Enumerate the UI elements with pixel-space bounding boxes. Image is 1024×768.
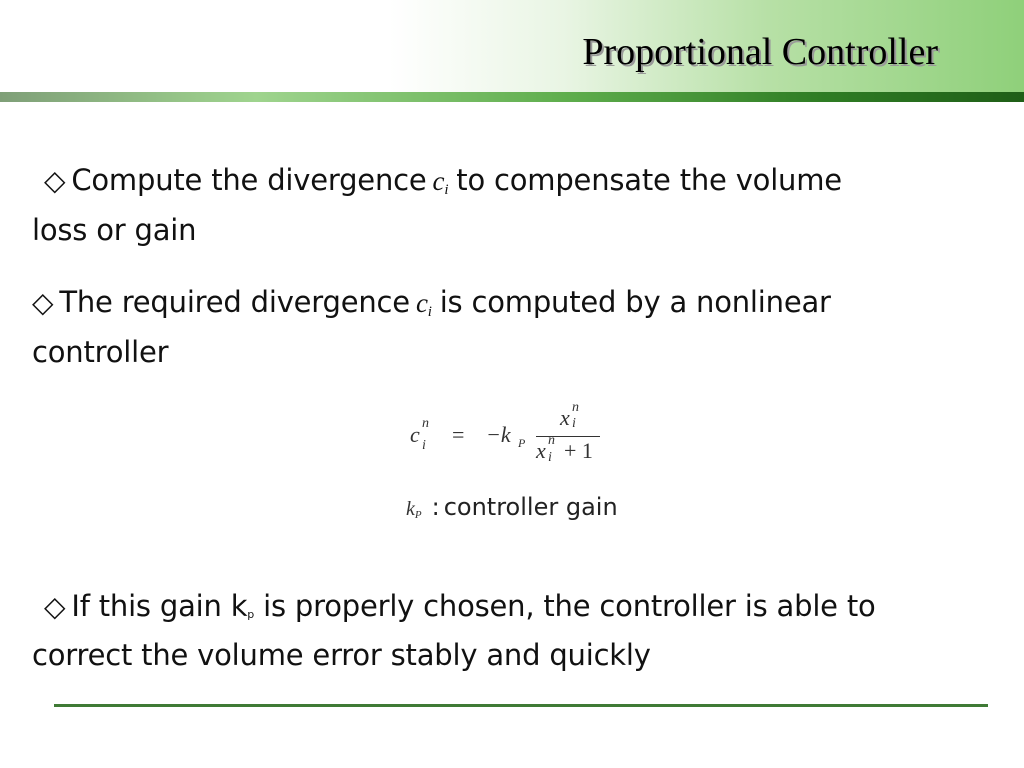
bullet1-text-after: to compensate the volume xyxy=(456,163,842,197)
bullet-gain-chosen xyxy=(32,586,992,675)
bullet1-text-before: Compute the divergence xyxy=(71,163,427,197)
divergence-symbol xyxy=(416,288,432,318)
formula-lhs: c xyxy=(410,422,420,447)
formula-fraction-bar xyxy=(536,436,600,437)
bullet3-text-before: If this gain k xyxy=(71,589,248,623)
gain-symbol-base: k xyxy=(406,498,415,520)
formula-numerator-sub: i xyxy=(572,416,576,431)
gain-label: controller gain xyxy=(443,493,618,521)
formula-denominator: x xyxy=(536,438,546,463)
formula-lhs-sub: i xyxy=(422,438,426,453)
bullet2-text-before: The required divergence xyxy=(59,285,410,319)
divergence-symbol-sub: i xyxy=(444,182,449,198)
bullet-required-divergence xyxy=(32,282,992,372)
formula-numerator: x xyxy=(560,405,570,430)
bullet2-text-after: is computed by a nonlinear xyxy=(439,285,831,319)
divergence-symbol-sub: i xyxy=(427,304,432,320)
formula-denominator-sub: i xyxy=(548,450,552,465)
formula-lhs-sup: n xyxy=(422,416,429,431)
diamond-bullet-icon: ◇ xyxy=(44,164,66,197)
formula-numerator-sup: n xyxy=(572,400,579,415)
bullet-compute-divergence xyxy=(32,160,992,250)
bullet3-gain-sub: p xyxy=(247,608,255,621)
formula-equals: = xyxy=(452,422,465,447)
gain-colon: : xyxy=(431,493,440,521)
footer-divider xyxy=(54,704,988,707)
slide-title: Proportional Controller xyxy=(582,31,938,73)
gain-symbol xyxy=(406,498,422,520)
divergence-symbol xyxy=(433,166,449,196)
formula-coefficient: −k xyxy=(486,422,511,447)
divergence-symbol-base: c xyxy=(415,288,428,318)
title-underline-bar xyxy=(0,92,1024,102)
formula-denominator-sup: n xyxy=(548,433,555,448)
formula-coefficient-sub: P xyxy=(518,436,526,450)
diamond-bullet-icon: ◇ xyxy=(32,286,54,319)
controller-gain-note xyxy=(406,493,618,521)
bullet1-text-line2: loss or gain xyxy=(32,213,197,247)
bullet2-text-line2: controller xyxy=(32,335,169,369)
divergence-symbol-base: c xyxy=(432,166,445,196)
formula-denominator-plus-one: + 1 xyxy=(564,438,593,463)
bullet3-text-line2: correct the volume error stably and quickly xyxy=(32,638,651,672)
diamond-bullet-icon: ◇ xyxy=(44,590,66,623)
bullet3-text-after: is properly chosen, the controller is able to xyxy=(263,589,876,623)
gain-symbol-sub: P xyxy=(414,509,422,521)
